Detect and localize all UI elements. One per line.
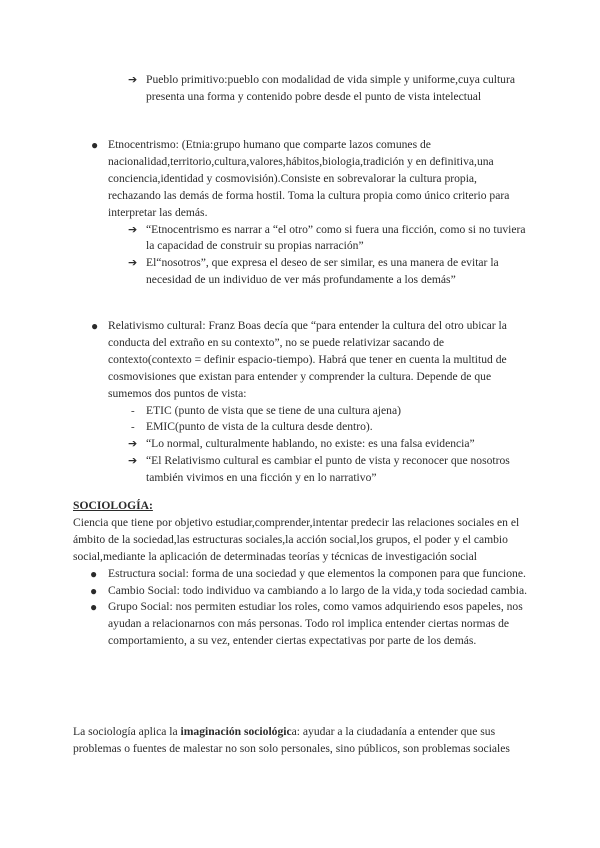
grupo-social-text: Grupo Social: nos permiten estudiar los roles, como vamos adquiriendo esos papeles, nos ayudan a relacionarnos con más personas. Todo rol implica entender ciertas normas de comportamiento, a su vez, entender ciertas expectativas por parte de los demás.	[108, 600, 523, 648]
section-heading: SOCIOLOGÍA:	[73, 499, 153, 512]
pueblo-primitivo-text: Pueblo primitivo:pueblo con modalidad de vida simple y uniforme,cuya cultura presenta una forma y contenido pobre desde el punto de vista intelectual	[146, 73, 515, 103]
relativismo-block	[0, 318, 600, 487]
arrow-item	[0, 255, 600, 289]
relativismo-quote-2: “El Relativismo cultural es cambiar el punto de vista y reconocer que nosotros también vivimos en una ficción y en lo narrativo”	[146, 454, 510, 485]
etic-text: ETIC (punto de vista que se tiene de una cultura ajena)	[146, 403, 401, 417]
bullet-item	[0, 137, 600, 222]
emic-text: EMIC(punto de vista de la cultura desde dentro).	[146, 420, 373, 434]
sociologia-definition	[0, 515, 600, 566]
pueblo-primitivo-block	[0, 72, 600, 106]
etnocentrismo-quote-1: “Etnocentrismo es narrar a “el otro” como si fuera una ficción, como si no tuviera la capacidad de construir su propias narración”	[146, 222, 526, 253]
closing-prefix: La sociología aplica la	[73, 725, 181, 738]
closing-paragraph	[0, 724, 600, 758]
imaginacion-sociologica-term: imaginación sociológic	[180, 725, 292, 738]
dash-item	[0, 419, 600, 436]
estructura-social-text: Estructura social: forma de una sociedad y que elementos la componen para que funcione.	[108, 566, 526, 580]
bullet-item	[0, 599, 600, 650]
sociologia-heading-row	[0, 498, 600, 515]
dash-icon: -	[131, 404, 135, 417]
relativismo-text: Relativismo cultural: Franz Boas decía que “para entender la cultura del otro ubicar la conducta del extraño en su contexto”, no se puede relativizar sacando de contexto(contexto = definir espacio-tiempo). Habrá que tener en cuenta la multitud de cosmovisiones que existan para entender y comprender la cultura. Depende de que sumemos dos puntos de vista:	[108, 319, 507, 400]
closing-paragraph-block	[0, 724, 600, 758]
arrow-item	[0, 72, 600, 106]
closing-suffix: a: ayudar a la ciudadanía a entender que sus problemas o fuentes de malestar no son solo personales, sino públicos, son problemas sociales	[73, 725, 510, 755]
etnocentrismo-text: Etnocentrismo: (Etnia:grupo humano que comparte lazos comunes de nacionalidad,territorio,cultura,valores,hábitos,biologia,tradición y en definitiva,una conciencia,identidad y cosmovisión).Consiste en sobrevalorar la cultura propia, rechazando las demás de forma hostil. Toma la cultura propia como único criterio para interpretar las demás.	[108, 138, 510, 219]
etnocentrismo-quote-2: El“nosotros”, que expresa el deseo de ser similar, es una manera de evitar la necesidad de un individuo de ver más profundamente a los demás”	[146, 256, 499, 287]
bullet-item	[0, 583, 600, 600]
definition-text: Ciencia que tiene por objetivo estudiar,comprender,intentar predecir las relaciones sociales en el ámbito de la sociedad,las estructuras sociales,la acción social,los grupos, el poder y el cambio social,mediante la aplicación de determinadas teorías y técnicas de investigación social	[73, 515, 520, 563]
arrow-item	[0, 222, 600, 256]
bullet-icon: ●	[91, 138, 99, 152]
arrow-icon: ➔	[128, 222, 138, 236]
dash-icon: -	[131, 421, 135, 434]
arrow-icon: ➔	[128, 256, 138, 270]
sociologia-block	[0, 498, 600, 650]
bullet-icon: ●	[90, 566, 98, 581]
arrow-icon: ➔	[128, 437, 138, 451]
bullet-item	[0, 318, 600, 403]
arrow-item	[0, 453, 600, 487]
bullet-icon: ●	[90, 600, 98, 615]
bullet-item	[0, 566, 600, 583]
dash-item	[0, 403, 600, 420]
etnocentrismo-block	[0, 137, 600, 289]
arrow-icon: ➔	[128, 454, 138, 468]
arrow-item	[0, 436, 600, 453]
cambio-social-text: Cambio Social: todo individuo va cambiando a lo largo de la vida,y toda sociedad cambia.	[108, 583, 527, 597]
bullet-icon: ●	[91, 319, 99, 333]
bullet-icon: ●	[90, 583, 98, 598]
relativismo-quote-1: “Lo normal, culturalmente hablando, no existe: es una falsa evidencia”	[146, 437, 475, 451]
arrow-icon: ➔	[128, 73, 138, 86]
